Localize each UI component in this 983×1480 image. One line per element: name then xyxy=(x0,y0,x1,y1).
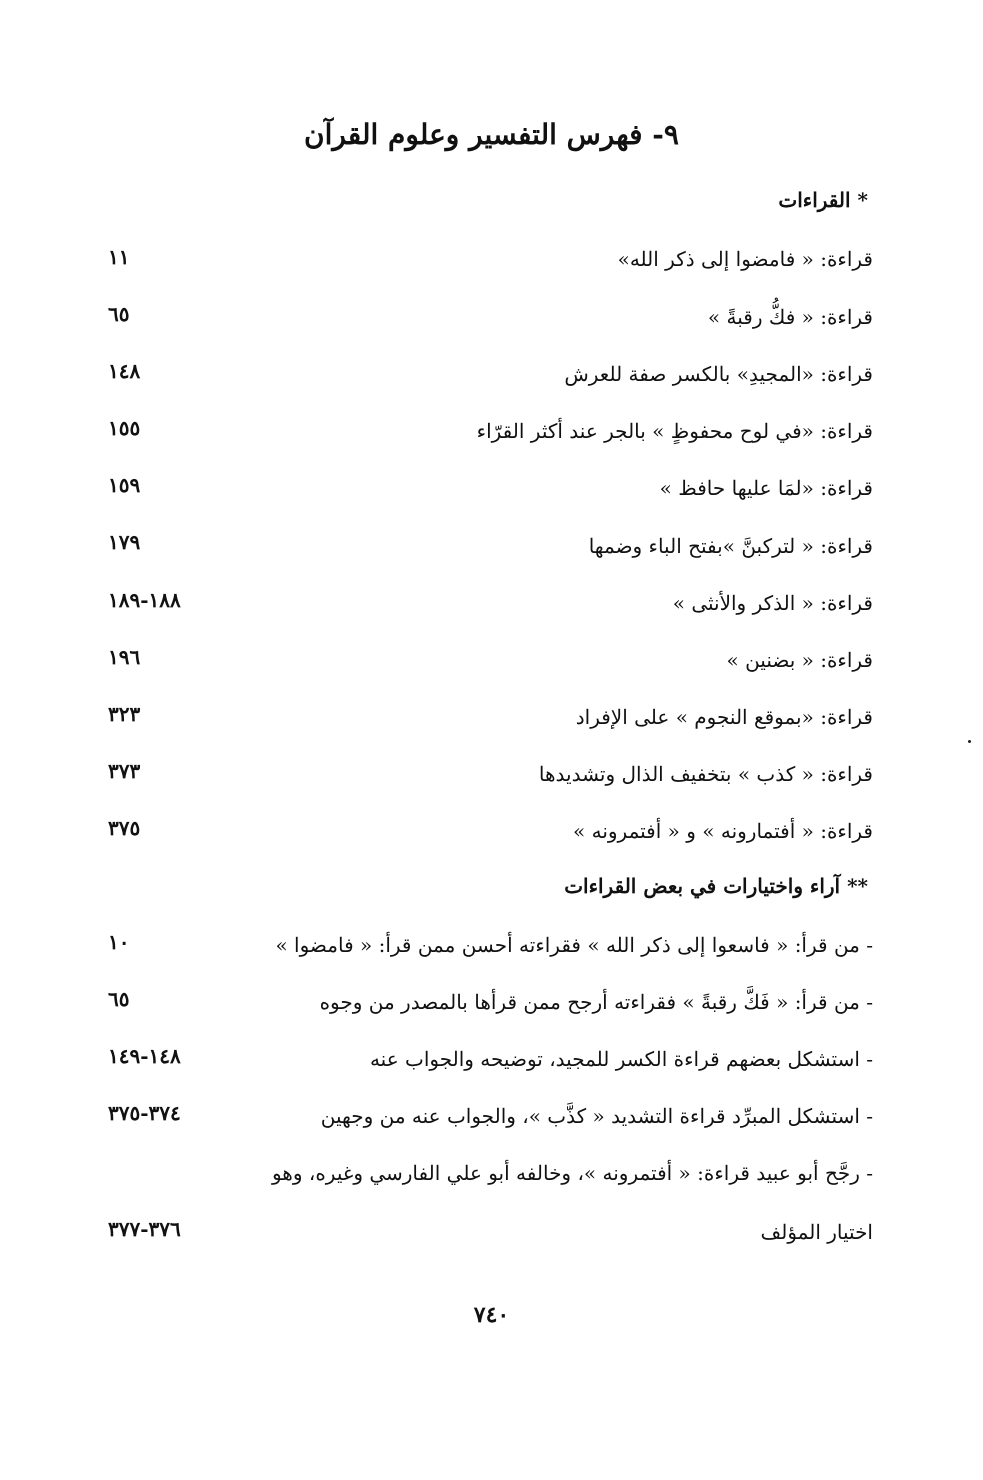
page-number: ٧٤٠ xyxy=(473,1302,510,1328)
entry-text: اختيار المؤلف xyxy=(760,1220,873,1244)
entry-text: قراءة: « لتركبنَّ »بفتح الباء وضمها xyxy=(588,534,873,558)
entry-page-ref: ١٤٨-١٤٩ xyxy=(108,1044,181,1068)
entry-page-ref: ٣٧٤-٣٧٥ xyxy=(108,1101,181,1125)
entry-page-ref: ١٨٨-١٨٩ xyxy=(108,588,181,612)
entry-text: - استشكل المبرِّد قراءة التشديد « كذَّب »، والجواب عنه من وجهين xyxy=(320,1104,873,1128)
entry-text: قراءة: « بضنين » xyxy=(726,648,873,672)
entry-text: قراءة: « كذب » بتخفيف الذال وتشديدها xyxy=(538,762,873,786)
entry-page-ref: ٣٧٦-٣٧٧ xyxy=(108,1217,181,1241)
entry-page-ref: ٣٧٣ xyxy=(108,759,141,783)
entry-page-ref: ١٧٩ xyxy=(108,530,141,554)
entry-text: - استشكل بعضهم قراءة الكسر للمجيد، توضيحه والجواب عنه xyxy=(369,1047,873,1071)
entry-text: - من قرأ: « فاسعوا إلى ذكر الله » فقراءته أحسن ممن قرأ: « فامضوا » xyxy=(275,933,873,957)
entry-text: قراءة: « الذكر والأنثى » xyxy=(672,591,873,615)
entry-text: قراءة: «لمَا عليها حافظ » xyxy=(659,476,873,500)
entry-page-ref: ١٥٥ xyxy=(108,416,141,440)
entry-text: قراءة: « أفتمارونه » و « أفتمرونه » xyxy=(573,819,873,843)
entry-text: قراءة: «بموقع النجوم » على الإفراد xyxy=(575,705,873,729)
page-title: ٩- فهرس التفسير وعلوم القرآن xyxy=(304,118,679,151)
entry-page-ref: ٦٥ xyxy=(108,302,130,326)
section-heading-readings: * القراءات xyxy=(778,188,868,212)
entry-text: قراءة: «في لوح محفوظٍ » بالجر عند أكثر القرّاء xyxy=(476,419,873,443)
entry-text: قراءة: «المجيدِ» بالكسر صفة للعرش xyxy=(564,362,873,386)
section-heading-opinions: ** آراء واختيارات في بعض القراءات xyxy=(564,874,868,898)
entry-page-ref: ١١ xyxy=(108,245,130,269)
scan-speck xyxy=(968,740,971,743)
entry-page-ref: ١٩٦ xyxy=(108,645,141,669)
entry-text: قراءة: « فكُّ رقبةً » xyxy=(707,305,873,329)
entry-text: قراءة: « فامضوا إلى ذكر الله» xyxy=(617,247,873,271)
entry-page-ref: ٦٥ xyxy=(108,987,130,1011)
entry-text: - من قرأ: « فَكَّ رقبةً » فقراءته أرجح ممن قرأها بالمصدر من وجوه xyxy=(319,990,873,1014)
entry-page-ref: ١٠ xyxy=(108,930,130,954)
entry-page-ref: ١٤٨ xyxy=(108,359,141,383)
entry-page-ref: ٣٢٣ xyxy=(108,702,141,726)
entry-page-ref: ٣٧٥ xyxy=(108,816,141,840)
entry-text: - رجَّح أبو عبيد قراءة: « أفتمرونه »، وخالفه أبو علي الفارسي وغيره، وهو xyxy=(271,1161,873,1185)
entry-page-ref: ١٥٩ xyxy=(108,473,141,497)
